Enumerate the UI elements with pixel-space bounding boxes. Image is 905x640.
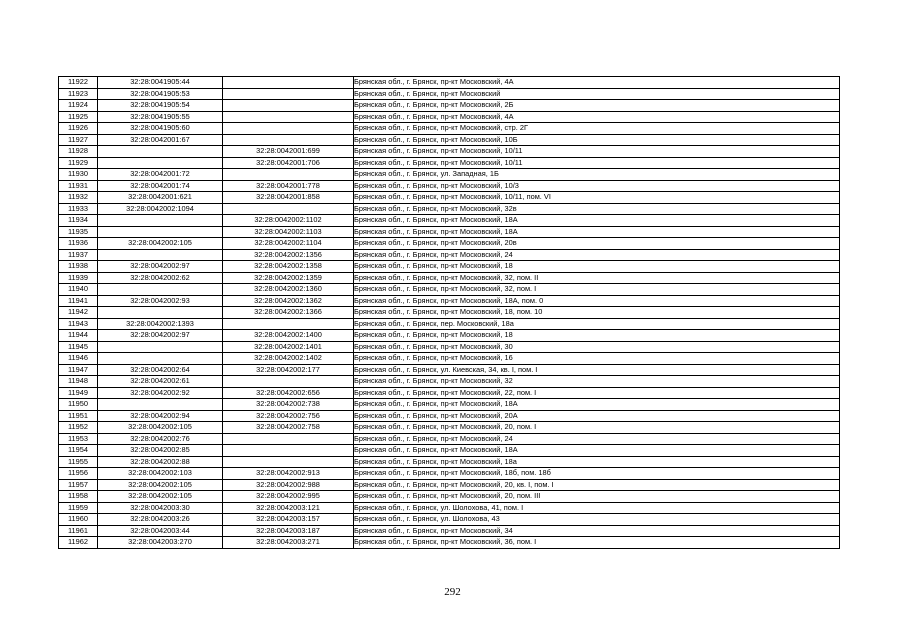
row-number-cell: 11956	[59, 468, 98, 480]
related-cadastral-number-cell: 32:28:0042002:738	[223, 399, 354, 411]
table-row	[59, 203, 840, 215]
table-row	[59, 100, 840, 112]
table-row	[59, 502, 840, 514]
cadastral-number-cell: 32:28:0041905:60	[98, 123, 223, 135]
related-cadastral-number-cell: 32:28:0042002:1356	[223, 249, 354, 261]
table-row	[59, 410, 840, 422]
address-cell: Брянская обл., г. Брянск, ул. Шолохова, 41, пом. I	[354, 502, 840, 514]
related-cadastral-number-cell: 32:28:0042001:706	[223, 157, 354, 169]
row-number-cell: 11929	[59, 157, 98, 169]
address-cell: Брянская обл., г. Брянск, пр-кт Московский, 20, пом. I	[354, 422, 840, 434]
row-number-cell: 11943	[59, 318, 98, 330]
cadastral-number-cell: 32:28:0042002:105	[98, 491, 223, 503]
row-number-cell: 11947	[59, 364, 98, 376]
cadastral-number-cell: 32:28:0042002:93	[98, 295, 223, 307]
address-cell: Брянская обл., г. Брянск, пр-кт Московский, 4А	[354, 77, 840, 89]
cadastral-number-cell: 32:28:0042002:88	[98, 456, 223, 468]
address-cell: Брянская обл., г. Брянск, пр-кт Московский, 18а	[354, 456, 840, 468]
row-number-cell: 11942	[59, 307, 98, 319]
related-cadastral-number-cell: 32:28:0042002:758	[223, 422, 354, 434]
related-cadastral-number-cell	[223, 134, 354, 146]
row-number-cell: 11926	[59, 123, 98, 135]
related-cadastral-number-cell	[223, 100, 354, 112]
row-number-cell: 11952	[59, 422, 98, 434]
related-cadastral-number-cell: 32:28:0042002:1358	[223, 261, 354, 273]
cadastral-number-cell: 32:28:0042002:105	[98, 422, 223, 434]
table-row	[59, 238, 840, 250]
row-number-cell: 11954	[59, 445, 98, 457]
address-cell: Брянская обл., г. Брянск, пр-кт Московский, 18, пом. 10	[354, 307, 840, 319]
table-row	[59, 261, 840, 273]
row-number-cell: 11962	[59, 537, 98, 549]
related-cadastral-number-cell: 32:28:0042003:187	[223, 525, 354, 537]
address-cell: Брянская обл., г. Брянск, ул. Западная, 1Б	[354, 169, 840, 181]
address-cell: Брянская обл., г. Брянск, пр-кт Московский, 32	[354, 376, 840, 388]
address-cell: Брянская обл., г. Брянск, пр-кт Московский, 20, кв. I, пом. I	[354, 479, 840, 491]
table-body	[59, 77, 840, 549]
address-cell: Брянская обл., г. Брянск, пр-кт Московский, 20А	[354, 410, 840, 422]
cadastral-number-cell: 32:28:0042001:72	[98, 169, 223, 181]
table-row	[59, 134, 840, 146]
cadastral-number-cell: 32:28:0042002:94	[98, 410, 223, 422]
related-cadastral-number-cell	[223, 169, 354, 181]
table-row	[59, 146, 840, 158]
related-cadastral-number-cell: 32:28:0042002:1366	[223, 307, 354, 319]
address-cell: Брянская обл., г. Брянск, пр-кт Московский, 4А	[354, 111, 840, 123]
row-number-cell: 11946	[59, 353, 98, 365]
related-cadastral-number-cell	[223, 77, 354, 89]
address-cell: Брянская обл., г. Брянск, ул. Киевская, 34, кв. I, пом. I	[354, 364, 840, 376]
related-cadastral-number-cell: 32:28:0042002:988	[223, 479, 354, 491]
related-cadastral-number-cell: 32:28:0042001:778	[223, 180, 354, 192]
row-number-cell: 11955	[59, 456, 98, 468]
cadastral-number-cell: 32:28:0042003:30	[98, 502, 223, 514]
related-cadastral-number-cell: 32:28:0042002:1402	[223, 353, 354, 365]
table-row	[59, 272, 840, 284]
address-cell: Брянская обл., г. Брянск, пр-кт Московский, 18А	[354, 445, 840, 457]
row-number-cell: 11959	[59, 502, 98, 514]
address-cell: Брянская обл., г. Брянск, пр-кт Московский, 10Б	[354, 134, 840, 146]
related-cadastral-number-cell: 32:28:0042002:1360	[223, 284, 354, 296]
related-cadastral-number-cell	[223, 123, 354, 135]
address-cell: Брянская обл., г. Брянск, пр-кт Московский, 20, пом. III	[354, 491, 840, 503]
row-number-cell: 11951	[59, 410, 98, 422]
table-row	[59, 180, 840, 192]
table-row	[59, 77, 840, 89]
table-row	[59, 284, 840, 296]
row-number-cell: 11958	[59, 491, 98, 503]
related-cadastral-number-cell: 32:28:0042001:699	[223, 146, 354, 158]
address-cell: Брянская обл., г. Брянск, пр-кт Московский, 18А, пом. 0	[354, 295, 840, 307]
related-cadastral-number-cell: 32:28:0042002:656	[223, 387, 354, 399]
row-number-cell: 11938	[59, 261, 98, 273]
cadastral-number-cell: 32:28:0042001:74	[98, 180, 223, 192]
related-cadastral-number-cell	[223, 376, 354, 388]
row-number-cell: 11932	[59, 192, 98, 204]
table-row	[59, 295, 840, 307]
address-cell: Брянская обл., г. Брянск, пр-кт Московский, 18	[354, 261, 840, 273]
related-cadastral-number-cell: 32:28:0042002:913	[223, 468, 354, 480]
address-cell: Брянская обл., г. Брянск, пр-кт Московский, 24	[354, 433, 840, 445]
row-number-cell: 11928	[59, 146, 98, 158]
related-cadastral-number-cell: 32:28:0042003:271	[223, 537, 354, 549]
address-cell: Брянская обл., г. Брянск, пр-кт Московский, 18А	[354, 215, 840, 227]
table-row	[59, 123, 840, 135]
table-row	[59, 433, 840, 445]
row-number-cell: 11949	[59, 387, 98, 399]
address-cell: Брянская обл., г. Брянск, пр-кт Московский, 10/3	[354, 180, 840, 192]
related-cadastral-number-cell: 32:28:0042003:157	[223, 514, 354, 526]
related-cadastral-number-cell	[223, 445, 354, 457]
cadastral-number-cell	[98, 307, 223, 319]
cadastral-number-cell: 32:28:0042001:621	[98, 192, 223, 204]
related-cadastral-number-cell: 32:28:0042002:1103	[223, 226, 354, 238]
cadastral-number-cell: 32:28:0041905:54	[98, 100, 223, 112]
row-number-cell: 11927	[59, 134, 98, 146]
cadastral-number-cell	[98, 157, 223, 169]
cadastral-number-cell	[98, 146, 223, 158]
table-row	[59, 341, 840, 353]
cadastral-number-cell: 32:28:0042002:1393	[98, 318, 223, 330]
row-number-cell: 11935	[59, 226, 98, 238]
address-cell: Брянская обл., г. Брянск, пер. Московский, 18а	[354, 318, 840, 330]
row-number-cell: 11944	[59, 330, 98, 342]
address-cell: Брянская обл., г. Брянск, пр-кт Московский, 10/11	[354, 146, 840, 158]
cadastral-number-cell	[98, 399, 223, 411]
address-cell: Брянская обл., г. Брянск, пр-кт Московский, 32в	[354, 203, 840, 215]
cadastral-number-cell: 32:28:0042001:67	[98, 134, 223, 146]
row-number-cell: 11945	[59, 341, 98, 353]
related-cadastral-number-cell: 32:28:0042002:995	[223, 491, 354, 503]
row-number-cell: 11930	[59, 169, 98, 181]
row-number-cell: 11931	[59, 180, 98, 192]
row-number-cell: 11950	[59, 399, 98, 411]
table-row	[59, 387, 840, 399]
related-cadastral-number-cell: 32:28:0042002:1102	[223, 215, 354, 227]
row-number-cell: 11948	[59, 376, 98, 388]
related-cadastral-number-cell	[223, 111, 354, 123]
table-row	[59, 157, 840, 169]
table-row	[59, 468, 840, 480]
table-row	[59, 353, 840, 365]
address-cell: Брянская обл., г. Брянск, пр-кт Московский, 32, пом. I	[354, 284, 840, 296]
row-number-cell: 11961	[59, 525, 98, 537]
table-row	[59, 525, 840, 537]
cadastral-number-cell: 32:28:0041905:53	[98, 88, 223, 100]
address-cell: Брянская обл., г. Брянск, пр-кт Московский, 10/11, пом. VI	[354, 192, 840, 204]
cadastral-number-cell: 32:28:0041905:44	[98, 77, 223, 89]
related-cadastral-number-cell	[223, 456, 354, 468]
table-row	[59, 456, 840, 468]
row-number-cell: 11939	[59, 272, 98, 284]
row-number-cell: 11936	[59, 238, 98, 250]
row-number-cell: 11925	[59, 111, 98, 123]
address-cell: Брянская обл., г. Брянск, ул. Шолохова, 43	[354, 514, 840, 526]
related-cadastral-number-cell: 32:28:0042002:1359	[223, 272, 354, 284]
row-number-cell: 11933	[59, 203, 98, 215]
related-cadastral-number-cell: 32:28:0042002:756	[223, 410, 354, 422]
row-number-cell: 11953	[59, 433, 98, 445]
table-row	[59, 307, 840, 319]
table-row	[59, 537, 840, 549]
address-cell: Брянская обл., г. Брянск, пр-кт Московский, 18б, пом. 18б	[354, 468, 840, 480]
related-cadastral-number-cell: 32:28:0042002:1362	[223, 295, 354, 307]
related-cadastral-number-cell: 32:28:0042003:121	[223, 502, 354, 514]
table-row	[59, 249, 840, 261]
row-number-cell: 11957	[59, 479, 98, 491]
table-row	[59, 491, 840, 503]
cadastral-number-cell: 32:28:0042002:85	[98, 445, 223, 457]
page-number: 292	[444, 586, 461, 598]
address-cell: Брянская обл., г. Брянск, пр-кт Московский, 18А	[354, 399, 840, 411]
cadastral-number-cell: 32:28:0042002:92	[98, 387, 223, 399]
row-number-cell: 11940	[59, 284, 98, 296]
cadastral-number-cell: 32:28:0042003:44	[98, 525, 223, 537]
row-number-cell: 11923	[59, 88, 98, 100]
cadastral-number-cell: 32:28:0042002:61	[98, 376, 223, 388]
table-row	[59, 111, 840, 123]
table-row	[59, 169, 840, 181]
cadastral-number-cell: 32:28:0042002:76	[98, 433, 223, 445]
related-cadastral-number-cell: 32:28:0042001:858	[223, 192, 354, 204]
table-row	[59, 445, 840, 457]
address-cell: Брянская обл., г. Брянск, пр-кт Московский, 34	[354, 525, 840, 537]
related-cadastral-number-cell: 32:28:0042002:1401	[223, 341, 354, 353]
address-cell: Брянская обл., г. Брянск, пр-кт Московский, 24	[354, 249, 840, 261]
table-row	[59, 192, 840, 204]
cadastral-number-cell	[98, 353, 223, 365]
cadastral-number-cell: 32:28:0042002:97	[98, 261, 223, 273]
cadastral-number-cell	[98, 284, 223, 296]
related-cadastral-number-cell	[223, 318, 354, 330]
address-cell: Брянская обл., г. Брянск, пр-кт Московский, 18А	[354, 226, 840, 238]
cadastral-number-cell	[98, 249, 223, 261]
table-row	[59, 376, 840, 388]
table-row	[59, 88, 840, 100]
related-cadastral-number-cell: 32:28:0042002:1400	[223, 330, 354, 342]
cadastral-number-cell	[98, 215, 223, 227]
cadastral-number-cell: 32:28:0042003:26	[98, 514, 223, 526]
row-number-cell: 11937	[59, 249, 98, 261]
related-cadastral-number-cell: 32:28:0042002:1104	[223, 238, 354, 250]
address-cell: Брянская обл., г. Брянск, пр-кт Московский, 22, пом. I	[354, 387, 840, 399]
related-cadastral-number-cell	[223, 88, 354, 100]
table-row	[59, 399, 840, 411]
table-row	[59, 226, 840, 238]
cadastral-number-cell: 32:28:0042003:270	[98, 537, 223, 549]
table-row	[59, 364, 840, 376]
table-row	[59, 422, 840, 434]
address-cell: Брянская обл., г. Брянск, пр-кт Московский, 36, пом. I	[354, 537, 840, 549]
address-cell: Брянская обл., г. Брянск, пр-кт Московский, 30	[354, 341, 840, 353]
cadastral-number-cell: 32:28:0042002:105	[98, 479, 223, 491]
row-number-cell: 11941	[59, 295, 98, 307]
row-number-cell: 11924	[59, 100, 98, 112]
table-row	[59, 330, 840, 342]
address-cell: Брянская обл., г. Брянск, пр-кт Московский, стр. 2Г	[354, 123, 840, 135]
address-cell: Брянская обл., г. Брянск, пр-кт Московский, 20в	[354, 238, 840, 250]
cadastral-number-cell	[98, 226, 223, 238]
cadastral-number-cell: 32:28:0042002:64	[98, 364, 223, 376]
related-cadastral-number-cell: 32:28:0042002:177	[223, 364, 354, 376]
table-row	[59, 318, 840, 330]
cadastral-number-cell: 32:28:0041905:55	[98, 111, 223, 123]
address-cell: Брянская обл., г. Брянск, пр-кт Московский, 2Б	[354, 100, 840, 112]
related-cadastral-number-cell	[223, 203, 354, 215]
row-number-cell: 11922	[59, 77, 98, 89]
table-row	[59, 479, 840, 491]
cadastral-number-cell: 32:28:0042002:105	[98, 238, 223, 250]
cadastral-number-cell	[98, 341, 223, 353]
address-cell: Брянская обл., г. Брянск, пр-кт Московский, 16	[354, 353, 840, 365]
table-row	[59, 215, 840, 227]
cadastral-number-cell: 32:28:0042002:97	[98, 330, 223, 342]
cadastral-number-cell: 32:28:0042002:103	[98, 468, 223, 480]
address-cell: Брянская обл., г. Брянск, пр-кт Московский, 10/11	[354, 157, 840, 169]
address-cell: Брянская обл., г. Брянск, пр-кт Московский, 18	[354, 330, 840, 342]
cadastral-number-cell: 32:28:0042002:62	[98, 272, 223, 284]
cadastral-table	[58, 76, 840, 549]
table-row	[59, 514, 840, 526]
cadastral-number-cell: 32:28:0042002:1094	[98, 203, 223, 215]
address-cell: Брянская обл., г. Брянск, пр-кт Московский	[354, 88, 840, 100]
row-number-cell: 11934	[59, 215, 98, 227]
address-cell: Брянская обл., г. Брянск, пр-кт Московский, 32, пом. II	[354, 272, 840, 284]
related-cadastral-number-cell	[223, 433, 354, 445]
row-number-cell: 11960	[59, 514, 98, 526]
